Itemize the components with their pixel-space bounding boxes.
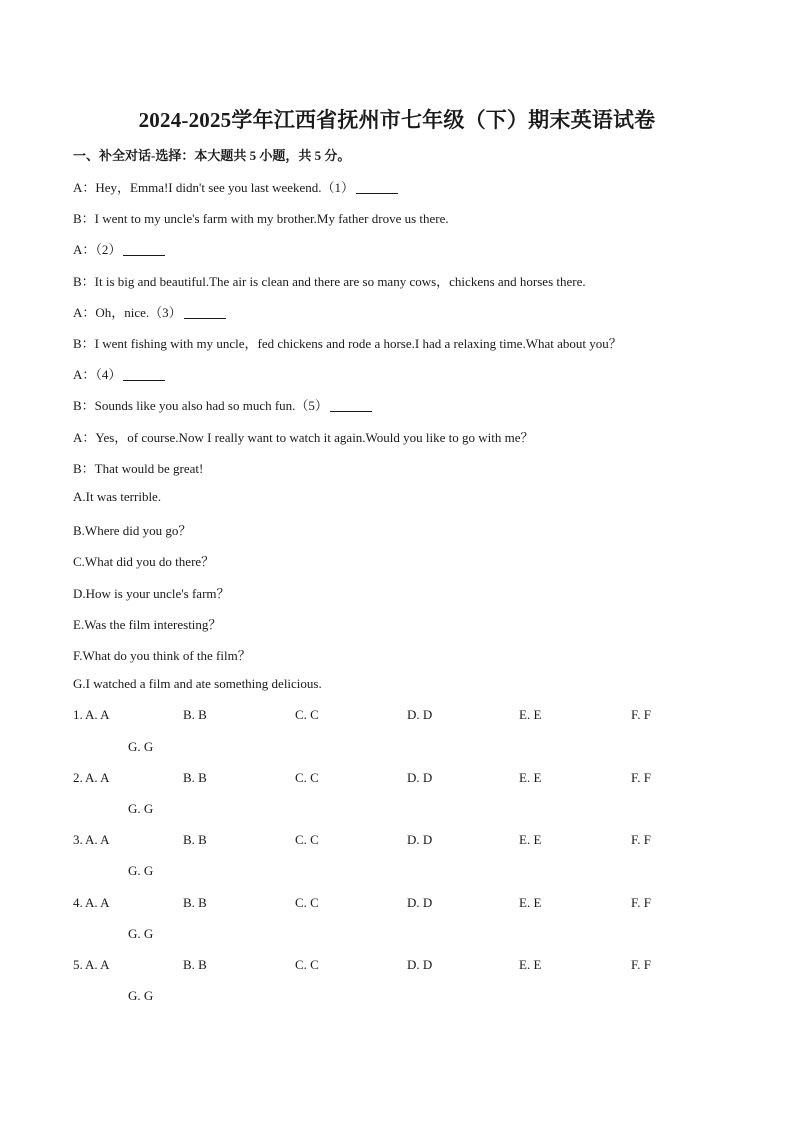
answer-option[interactable]: G. G xyxy=(128,988,154,1004)
choice-item: D.How is your uncle's farm？ xyxy=(73,585,230,601)
answer-option[interactable]: A. A xyxy=(85,957,110,972)
question-row xyxy=(73,770,693,790)
dialogue-line xyxy=(73,208,449,227)
dialogue-text: A：（2） xyxy=(73,242,122,258)
dialogue-text: A：Yes，of course.Now I really want to watch it again.Would you like to go with me？ xyxy=(73,429,534,445)
answer-option[interactable]: B. B xyxy=(183,832,207,848)
answer-option[interactable]: F. F xyxy=(631,707,651,723)
question-row-continued xyxy=(73,863,693,883)
answer-option[interactable]: G. G xyxy=(128,925,154,941)
answer-option[interactable]: E. E xyxy=(519,957,542,972)
question-number: 3. xyxy=(73,832,83,848)
dialogue-text: A：Hey，Emma!I didn't see you last weekend.（1） xyxy=(73,180,355,195)
dialogue-line xyxy=(73,364,165,383)
answer-blank[interactable] xyxy=(123,367,165,381)
question-row xyxy=(73,832,693,852)
answer-option[interactable]: B. B xyxy=(183,957,207,972)
choice-item: F.What do you think of the film？ xyxy=(73,648,251,663)
answer-option[interactable]: C. C xyxy=(295,957,319,972)
answer-blank[interactable] xyxy=(184,305,226,319)
answer-option[interactable]: E. E xyxy=(519,894,542,910)
question-number: 1. xyxy=(73,707,83,723)
dialogue-text: A：（4） xyxy=(73,367,122,383)
answer-option[interactable]: G. G xyxy=(128,801,154,816)
question-row xyxy=(73,895,693,915)
dialogue-text: B：It is big and beautiful.The air is clean and there are so many cows，chickens and horses there. xyxy=(73,273,586,289)
dialogue-line xyxy=(73,458,203,477)
dialogue-text: A：Oh，nice.（3） xyxy=(73,304,182,320)
choice-item: G.I watched a film and ate something delicious. xyxy=(73,676,322,692)
answer-option[interactable]: C. C xyxy=(295,769,319,785)
answer-option[interactable]: C. C xyxy=(295,707,319,723)
answer-option[interactable]: B. B xyxy=(183,769,207,785)
question-row-continued xyxy=(73,739,693,759)
choice-item: A.It was terrible. xyxy=(73,489,162,504)
question-number: 4. xyxy=(73,894,83,910)
answer-option[interactable]: D. D xyxy=(407,894,433,910)
choice-item: C.What did you do there？ xyxy=(73,554,215,570)
answer-option[interactable]: C. C xyxy=(295,832,319,848)
question-row-continued xyxy=(73,988,693,1008)
answer-option[interactable]: F. F xyxy=(631,957,651,972)
question-row xyxy=(73,707,693,727)
answer-blank[interactable] xyxy=(330,398,372,412)
answer-option[interactable]: G. G xyxy=(128,738,154,754)
answer-option[interactable]: A. A xyxy=(85,894,110,910)
choice-item: B.Where did you go？ xyxy=(73,523,192,539)
dialogue-line xyxy=(73,333,622,352)
dialogue-line xyxy=(73,271,586,290)
dialogue-line xyxy=(73,395,372,414)
answer-option[interactable]: A. A xyxy=(85,769,110,785)
answer-option[interactable]: C. C xyxy=(295,894,319,910)
dialogue-text: B：That would be great! xyxy=(73,460,204,476)
answer-option[interactable]: B. B xyxy=(183,707,207,723)
dialogue-line xyxy=(73,239,165,258)
answer-option[interactable]: F. F xyxy=(631,769,651,785)
answer-option[interactable]: D. D xyxy=(407,769,433,785)
question-row-continued xyxy=(73,801,693,821)
answer-option[interactable]: D. D xyxy=(407,832,433,848)
page-title: 2024-2025学年江西省抚州市七年级（下）期末英语试卷 xyxy=(138,108,656,132)
answer-blank[interactable] xyxy=(356,180,398,194)
section-heading: 一、补全对话-选择：本大题共 5 小题，共 5 分。 xyxy=(73,148,351,163)
answer-option[interactable]: F. F xyxy=(631,894,651,910)
answer-option[interactable]: D. D xyxy=(407,707,433,723)
dialogue-text: B：I went fishing with my uncle，fed chickens and rode a horse.I had a relaxing time.What about you？ xyxy=(73,336,622,351)
question-row xyxy=(73,957,693,977)
dialogue-text: B：I went to my uncle's farm with my brother.My father drove us there. xyxy=(73,211,449,227)
answer-option[interactable]: B. B xyxy=(183,894,207,910)
dialogue-line xyxy=(73,302,226,321)
answer-option[interactable]: D. D xyxy=(407,957,433,972)
answer-option[interactable]: F. F xyxy=(631,832,651,848)
dialogue-line xyxy=(73,177,398,196)
answer-option[interactable]: E. E xyxy=(519,769,542,785)
answer-option[interactable]: E. E xyxy=(519,707,542,723)
answer-option[interactable]: E. E xyxy=(519,832,542,848)
dialogue-line xyxy=(73,427,534,446)
question-number: 5. xyxy=(73,957,83,972)
answer-option[interactable]: A. A xyxy=(85,707,110,723)
answer-blank[interactable] xyxy=(123,242,165,256)
question-number: 2. xyxy=(73,769,83,785)
answer-option[interactable]: G. G xyxy=(128,863,154,879)
choice-item: E.Was the film interesting？ xyxy=(73,616,222,632)
question-row-continued xyxy=(73,926,693,946)
answer-option[interactable]: A. A xyxy=(85,832,110,848)
dialogue-text: B：Sounds like you also had so much fun.（5） xyxy=(73,398,328,414)
